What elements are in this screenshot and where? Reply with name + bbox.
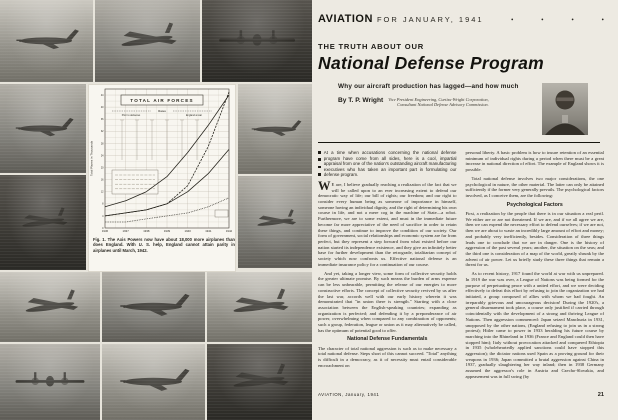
subhead-psychological: Psychological Factors bbox=[506, 201, 563, 208]
svg-text:20: 20 bbox=[100, 166, 104, 170]
svg-text:1936: 1936 bbox=[101, 229, 109, 234]
author-portrait bbox=[542, 83, 588, 135]
airplane-silhouette-icon bbox=[245, 209, 306, 236]
svg-text:36: 36 bbox=[100, 118, 104, 122]
aircraft-photo-7 bbox=[238, 176, 312, 268]
aircraft-photo-4 bbox=[0, 84, 86, 173]
airplane-silhouette-icon bbox=[216, 363, 302, 401]
header-dots: • • • • bbox=[510, 16, 604, 24]
aircraft-photo-5 bbox=[238, 84, 312, 174]
aircraft-photo-3 bbox=[202, 0, 312, 82]
body-column-right bbox=[466, 150, 605, 400]
issue-date-label: FOR JANUARY, 1941 bbox=[376, 15, 484, 24]
paragraph-two-considerations: Total national defense involves two major considerations, the one psychological in nature, the other material. The latter can only be attained sufficiently if the former very generally prevails. The psychological factors involved, as I conceive them, are the following: bbox=[465, 176, 604, 199]
total-air-forces-chart bbox=[88, 84, 236, 236]
svg-text:TOTAL AIR FORCES: TOTAL AIR FORCES bbox=[130, 98, 194, 103]
paragraph-history: As to recent history, 1917 found the world at war with us unprepared. In 1919 the war was over, a League of Nations was being formed for the purpose of perpetuating peace with a united effort, and we were deciding effectively to defeat this effort by refusing to join the organization we had initiated, a group composed of allies with whom we had fought. An irreparably grievous and uncourageous decision! During the 1920's, a general disarmament took place, a course only justified if carried through coincidentally with the development of a strong and thriving League of Nations. Then aggression commenced: Japan seized Manchuria in 1931, unopposed by the other nations, (England refusing to join us in a strong protest); Hitler came to power in 1933 heralding his future course by marching into the Rhineland in 1936 (France and England could then have stopped him); Italy without provocation attacked and conquered Ethiopia in 1935 (wholeheartedly applied sanctions could have stopped this aggression); the dictator nations used Spain as a proving ground for their weapons in 1936; Japan committed a brutal aggression against China in 1937, gradually slaughtering her way inland; then in 1938 Germany assumed the aggressor's role in Austria and Czecho-Slovakia, and appeasement was in full swing (by bbox=[465, 271, 604, 379]
airplane-silhouette-icon bbox=[212, 21, 302, 61]
svg-text:16: 16 bbox=[100, 178, 104, 182]
portrait-silhouette-icon bbox=[542, 83, 588, 135]
svg-text:4: 4 bbox=[102, 214, 104, 218]
author-affiliation bbox=[388, 97, 489, 108]
subhead-fundamentals: National Defense Fundamentals bbox=[347, 336, 428, 343]
paragraph-liberty: personal liberty. A basic problem is how to insure retention of an essential minimum of individual rights during a period when there must be a great increase in national direction of effort. The example of England shows it is possible. bbox=[465, 150, 604, 173]
svg-text:12: 12 bbox=[100, 190, 104, 194]
airplane-silhouette-icon bbox=[8, 24, 84, 58]
page-footer bbox=[318, 392, 604, 398]
paragraph-fundamentals: The character of total national aggression is such as to make necessary a total national defense. Steps short of this cannot succeed. "Total" anything is difficult in a democracy, as it of necessity must entail considerable encroachment on bbox=[318, 345, 457, 368]
magazine-header bbox=[318, 13, 610, 25]
aircraft-photo-9 bbox=[102, 272, 205, 342]
airplane-silhouette-icon bbox=[8, 113, 79, 144]
page-number: 21 bbox=[597, 392, 604, 398]
svg-text:40: 40 bbox=[100, 106, 104, 110]
svg-text:32: 32 bbox=[100, 130, 104, 134]
body-column-left bbox=[318, 150, 457, 400]
lead-paragraph bbox=[318, 178, 457, 268]
byline: By T. P. Wright bbox=[338, 97, 384, 104]
magazine-logo: AVIATION bbox=[318, 13, 373, 25]
summary-bullets bbox=[318, 150, 321, 178]
summary-text: At a time when accusations concerning the national defense program have come from all sides, here is a cool, impartial appraisal from one of the nation's outstanding aircraft manufacturing executives who has taken an important part in formulating our defense program. bbox=[323, 150, 457, 178]
aircraft-photo-1 bbox=[0, 0, 93, 82]
airplane-silhouette-icon bbox=[245, 116, 306, 143]
aircraft-photo-10 bbox=[207, 272, 312, 342]
airplane-silhouette-icon bbox=[104, 22, 190, 60]
aircraft-photo-2 bbox=[95, 0, 200, 82]
svg-text:1941: 1941 bbox=[205, 229, 212, 234]
svg-text:0: 0 bbox=[102, 226, 104, 230]
article-page bbox=[318, 0, 610, 420]
square-bullet-icon bbox=[318, 173, 321, 176]
square-bullet-icon bbox=[318, 158, 321, 161]
airplane-silhouette-icon bbox=[8, 207, 79, 238]
square-bullet-icon bbox=[318, 151, 321, 154]
aircraft-photo-11 bbox=[0, 344, 100, 420]
airplane-silhouette-icon bbox=[111, 288, 195, 325]
svg-text:England at war: England at war bbox=[186, 113, 202, 117]
svg-text:1937: 1937 bbox=[122, 229, 129, 234]
svg-text:Rates: Rates bbox=[158, 109, 166, 113]
airplane-silhouette-icon bbox=[9, 364, 91, 400]
svg-text:44: 44 bbox=[100, 93, 104, 97]
article-kicker: THE TRUTH ABOUT OUR bbox=[318, 42, 425, 51]
svg-text:28: 28 bbox=[100, 142, 104, 146]
svg-text:1942: 1942 bbox=[225, 229, 233, 234]
paragraph-peril: First, a realization by the people that there is in our situation a real peril. We either are or are not threatened. If we are, and if we all agree we are, then we can expend the necessary effort to defend ourselves; if we are not, then we are about to waste an incredibly large amount of effort and money; and probably very inefficiently, besides. Consideration of three things leads one to conclude that we are in danger. One is the history of aggression of the past several years; another, the situation on the seas; and the third one is consideration of a map of the world, greatly shrunk by the advent of air power. Let us briefly study these three things that remain a threat for us. bbox=[465, 211, 604, 268]
drop-cap: W bbox=[318, 178, 331, 193]
aircraft-photo-13 bbox=[207, 344, 312, 420]
figure-caption: Fig. 1. The Axis Powers now have about 18,000 more airplanes than does England. With U. S. help, England cannot attain parity in airplanes until March, 1942. bbox=[93, 237, 235, 253]
aircraft-photo-8 bbox=[0, 272, 100, 342]
svg-text:8: 8 bbox=[102, 202, 104, 206]
svg-text:24: 24 bbox=[100, 154, 104, 158]
paragraph-collective-security: And yet, taking a longer view, some form of collective security holds the greater ultimate promise. By such means the burden of arms expense can be less unbearable, permitting the release of our energies to more constructive efforts. The concept of collective security revived by us after the last war, accords well with our early history wherein it was demonstrated that "in union there is strength." Starting with a close association between the English-speaking countries; expanding as organization is perfected; and defending it by a preponderance of air power, overwhelming when compared to any combination of opponents; such a group, federation, league or union as it may alternatively be called, has the optimum of potential good to offer. bbox=[318, 270, 457, 333]
affiliation-line-1: Vice President Engineering, Curtiss-Wright Corporation, bbox=[388, 97, 489, 102]
aircraft-photo-6 bbox=[0, 175, 86, 270]
affiliation-line-2: Consultant National Defense Advisory Commission. bbox=[397, 102, 489, 108]
editor-summary bbox=[318, 150, 457, 178]
byline-rule bbox=[318, 142, 600, 143]
svg-text:1939: 1939 bbox=[163, 229, 171, 234]
svg-text:Total Planes in Thousands: Total Planes in Thousands bbox=[89, 140, 94, 177]
square-bullet-icon bbox=[318, 166, 321, 169]
body-columns bbox=[318, 150, 604, 400]
airplane-silhouette-icon bbox=[216, 288, 302, 326]
svg-text:Prior to deliveries: Prior to deliveries bbox=[121, 113, 141, 117]
article-deck: Why our aircraft production has lagged—and how much bbox=[338, 83, 519, 90]
figure-1-panel bbox=[88, 84, 236, 272]
folio-left: AVIATION, January, 1941 bbox=[318, 392, 380, 397]
airplane-silhouette-icon bbox=[111, 363, 195, 400]
aircraft-photo-12 bbox=[102, 344, 205, 420]
article-title: National Defense Program bbox=[318, 53, 545, 73]
lead-paragraph-text: E are, I believe gradually reaching a realization of the fact that we will be called upon to an ever increasing extent to defend our democratic way of life; our bill of rights; our freedom; and our right to consider every human being as someone of importance in himself, someone having an individual dignity, and the right of determining his own course in life, and not a mere cog in the machine of State—a robot. Furthermore, we are to some extent, and must in the immediate future become far more appreciative of the need of sacrifice in order to retain these things, and continue to improve the condition of our society. Our form of government, social relationships and economic system are far from perfect, but they represent a step forward from what existed before our nation started its independence existence, and they give an infinitely better base for further development than the retrograde, totalitarian concept of society which now confronts us. Effective national defense is an immediate insurance policy for a continuation of our course. bbox=[318, 181, 457, 267]
svg-text:1940: 1940 bbox=[184, 229, 191, 234]
svg-text:1938: 1938 bbox=[143, 229, 150, 234]
deck-byline-block bbox=[318, 83, 610, 135]
airplane-silhouette-icon bbox=[9, 289, 91, 325]
